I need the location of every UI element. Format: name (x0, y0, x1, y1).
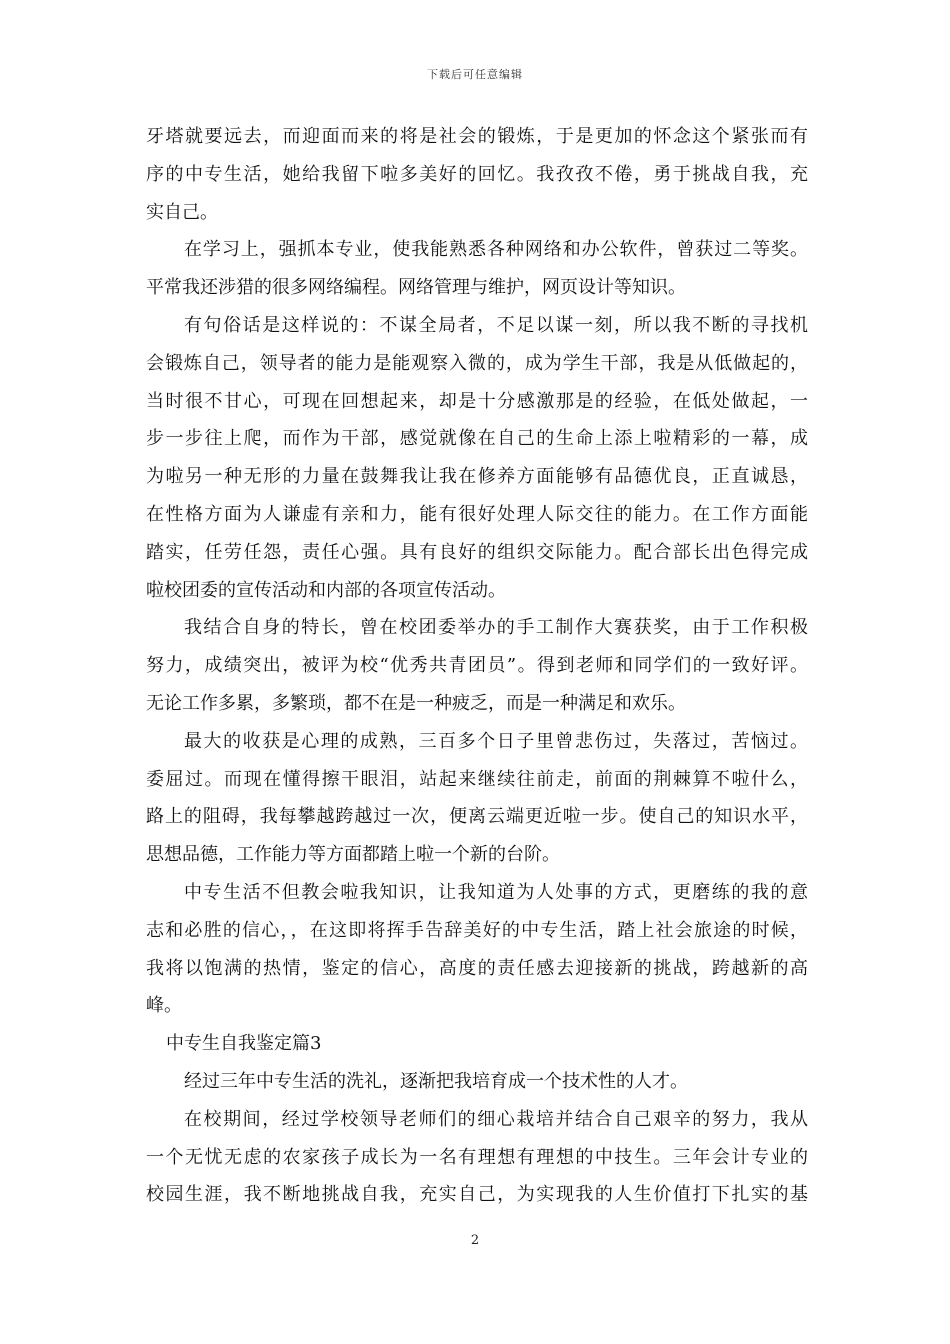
text-line: 会锻炼自己，领导者的能力是能观察入微的，成为学生干部，我是从低做起的， (146, 352, 808, 374)
text-line: 踏实，任劳任怨，责任心强。具有良好的组织交际能力。配合部长出色得完成 (146, 541, 808, 563)
text-line: 在校期间，经过学校领导老师们的细心栽培并结合自己艰辛的努力，我从 (184, 1108, 808, 1130)
page-number: 2 (470, 1233, 480, 1248)
text-line: 委屈过。而现在懂得擦干眼泪，站起来继续往前走，前面的荆棘算不啦什么， (146, 768, 808, 790)
text-line: 序的中专生活，她给我留下啦多美好的回忆。我孜孜不倦，勇于挑战自我，充 (146, 163, 808, 185)
text-line: 志和必胜的信心，，在这即将挥手告辞美好的中专生活，踏上社会旅途的时候， (146, 919, 808, 941)
text-line: 当时很不甘心，可现在回想起来，却是十分感激那是的经验，在低处做起，一 (146, 390, 808, 412)
text-line: 在学习上，强抓本专业，使我能熟悉各种网络和办公软件，曾获过二等奖。 (184, 239, 808, 261)
document-body (146, 126, 808, 1222)
text-line: 我将以饱满的热情，鉴定的信心，高度的责任感去迎接新的挑战，跨越新的高 (146, 957, 808, 979)
text-line: 最大的收获是心理的成熟，三百多个日子里曾悲伤过，失落过，苦恼过。 (184, 730, 808, 752)
page-header: 下载后可任意编辑 (427, 68, 523, 81)
text-line: 中专生活不但教会啦我知识，让我知道为人处事的方式，更磨练的我的意 (184, 881, 808, 903)
text-line: 努力，成绩突出，被评为校“优秀共青团员”。得到老师和同学们的一致好评。 (146, 655, 808, 677)
text-line: 啦校团委的宣传活动和内部的各项宣传活动。 (146, 579, 506, 601)
text-line: 无论工作多累，多繁琐，都不在是一种疲乏，而是一种满足和欢乐。 (146, 692, 686, 714)
text-line: 校园生涯，我不断地挑战自我，充实自己，为实现我的人生价值打下扎实的基 (146, 1184, 808, 1206)
text-line: 一个无忧无虑的农家孩子成长为一名有理想有理想的中技生。三年会计专业的 (146, 1146, 808, 1168)
text-line: 中专生自我鉴定篇3 (166, 1033, 322, 1055)
text-line: 我结合自身的特长，曾在校团委举办的手工制作大赛获奖，由于工作积极 (184, 617, 808, 639)
text-line: 路上的阻碍，我每攀越跨越过一次，便离云端更近啦一步。使自己的知识水平， (146, 806, 808, 828)
text-line: 牙塔就要远去，而迎面而来的将是社会的锻炼，于是更加的怀念这个紧张而有 (146, 126, 808, 147)
text-line: 实自己。 (146, 201, 218, 223)
text-line: 平常我还涉猎的很多网络编程。网络管理与维护，网页设计等知识。 (146, 277, 686, 299)
text-line: 思想品德，工作能力等方面都踏上啦一个新的台阶。 (146, 844, 560, 866)
text-line: 步一步往上爬，而作为干部，感觉就像在自己的生命上添上啦精彩的一幕，成 (146, 428, 808, 450)
text-line: 经过三年中专生活的洗礼，逐渐把我培育成一个技术性的人才。 (184, 1070, 688, 1092)
text-line: 有句俗话是这样说的：不谋全局者，不足以谋一刻，所以我不断的寻找机 (184, 314, 808, 336)
text-line: 在性格方面为人谦虚有亲和力，能有很好处理人际交往的能力。在工作方面能 (146, 503, 808, 525)
text-line: 峰。 (146, 995, 182, 1017)
text-line: 为啦另一种无形的力量在鼓舞我让我在修养方面能够有品德优良，正直诚恳， (146, 466, 808, 488)
